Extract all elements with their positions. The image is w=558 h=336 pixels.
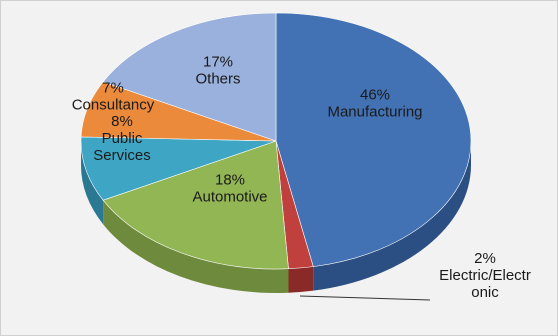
leader-line-electric-electronic xyxy=(300,296,430,300)
pie-side-electric-electronic xyxy=(288,267,313,293)
data-label-consultancy: 7% Consultancy xyxy=(71,79,155,114)
data-label-manufacturing: 46% Manufacturing xyxy=(327,86,423,121)
data-label-others: 17% Others xyxy=(195,53,241,88)
data-label-automotive: 18% Automotive xyxy=(192,171,268,206)
data-label-public-services: 8% Public Services xyxy=(93,113,151,164)
data-label-electric-electronic: 2% Electric/Electr onic xyxy=(439,250,531,301)
